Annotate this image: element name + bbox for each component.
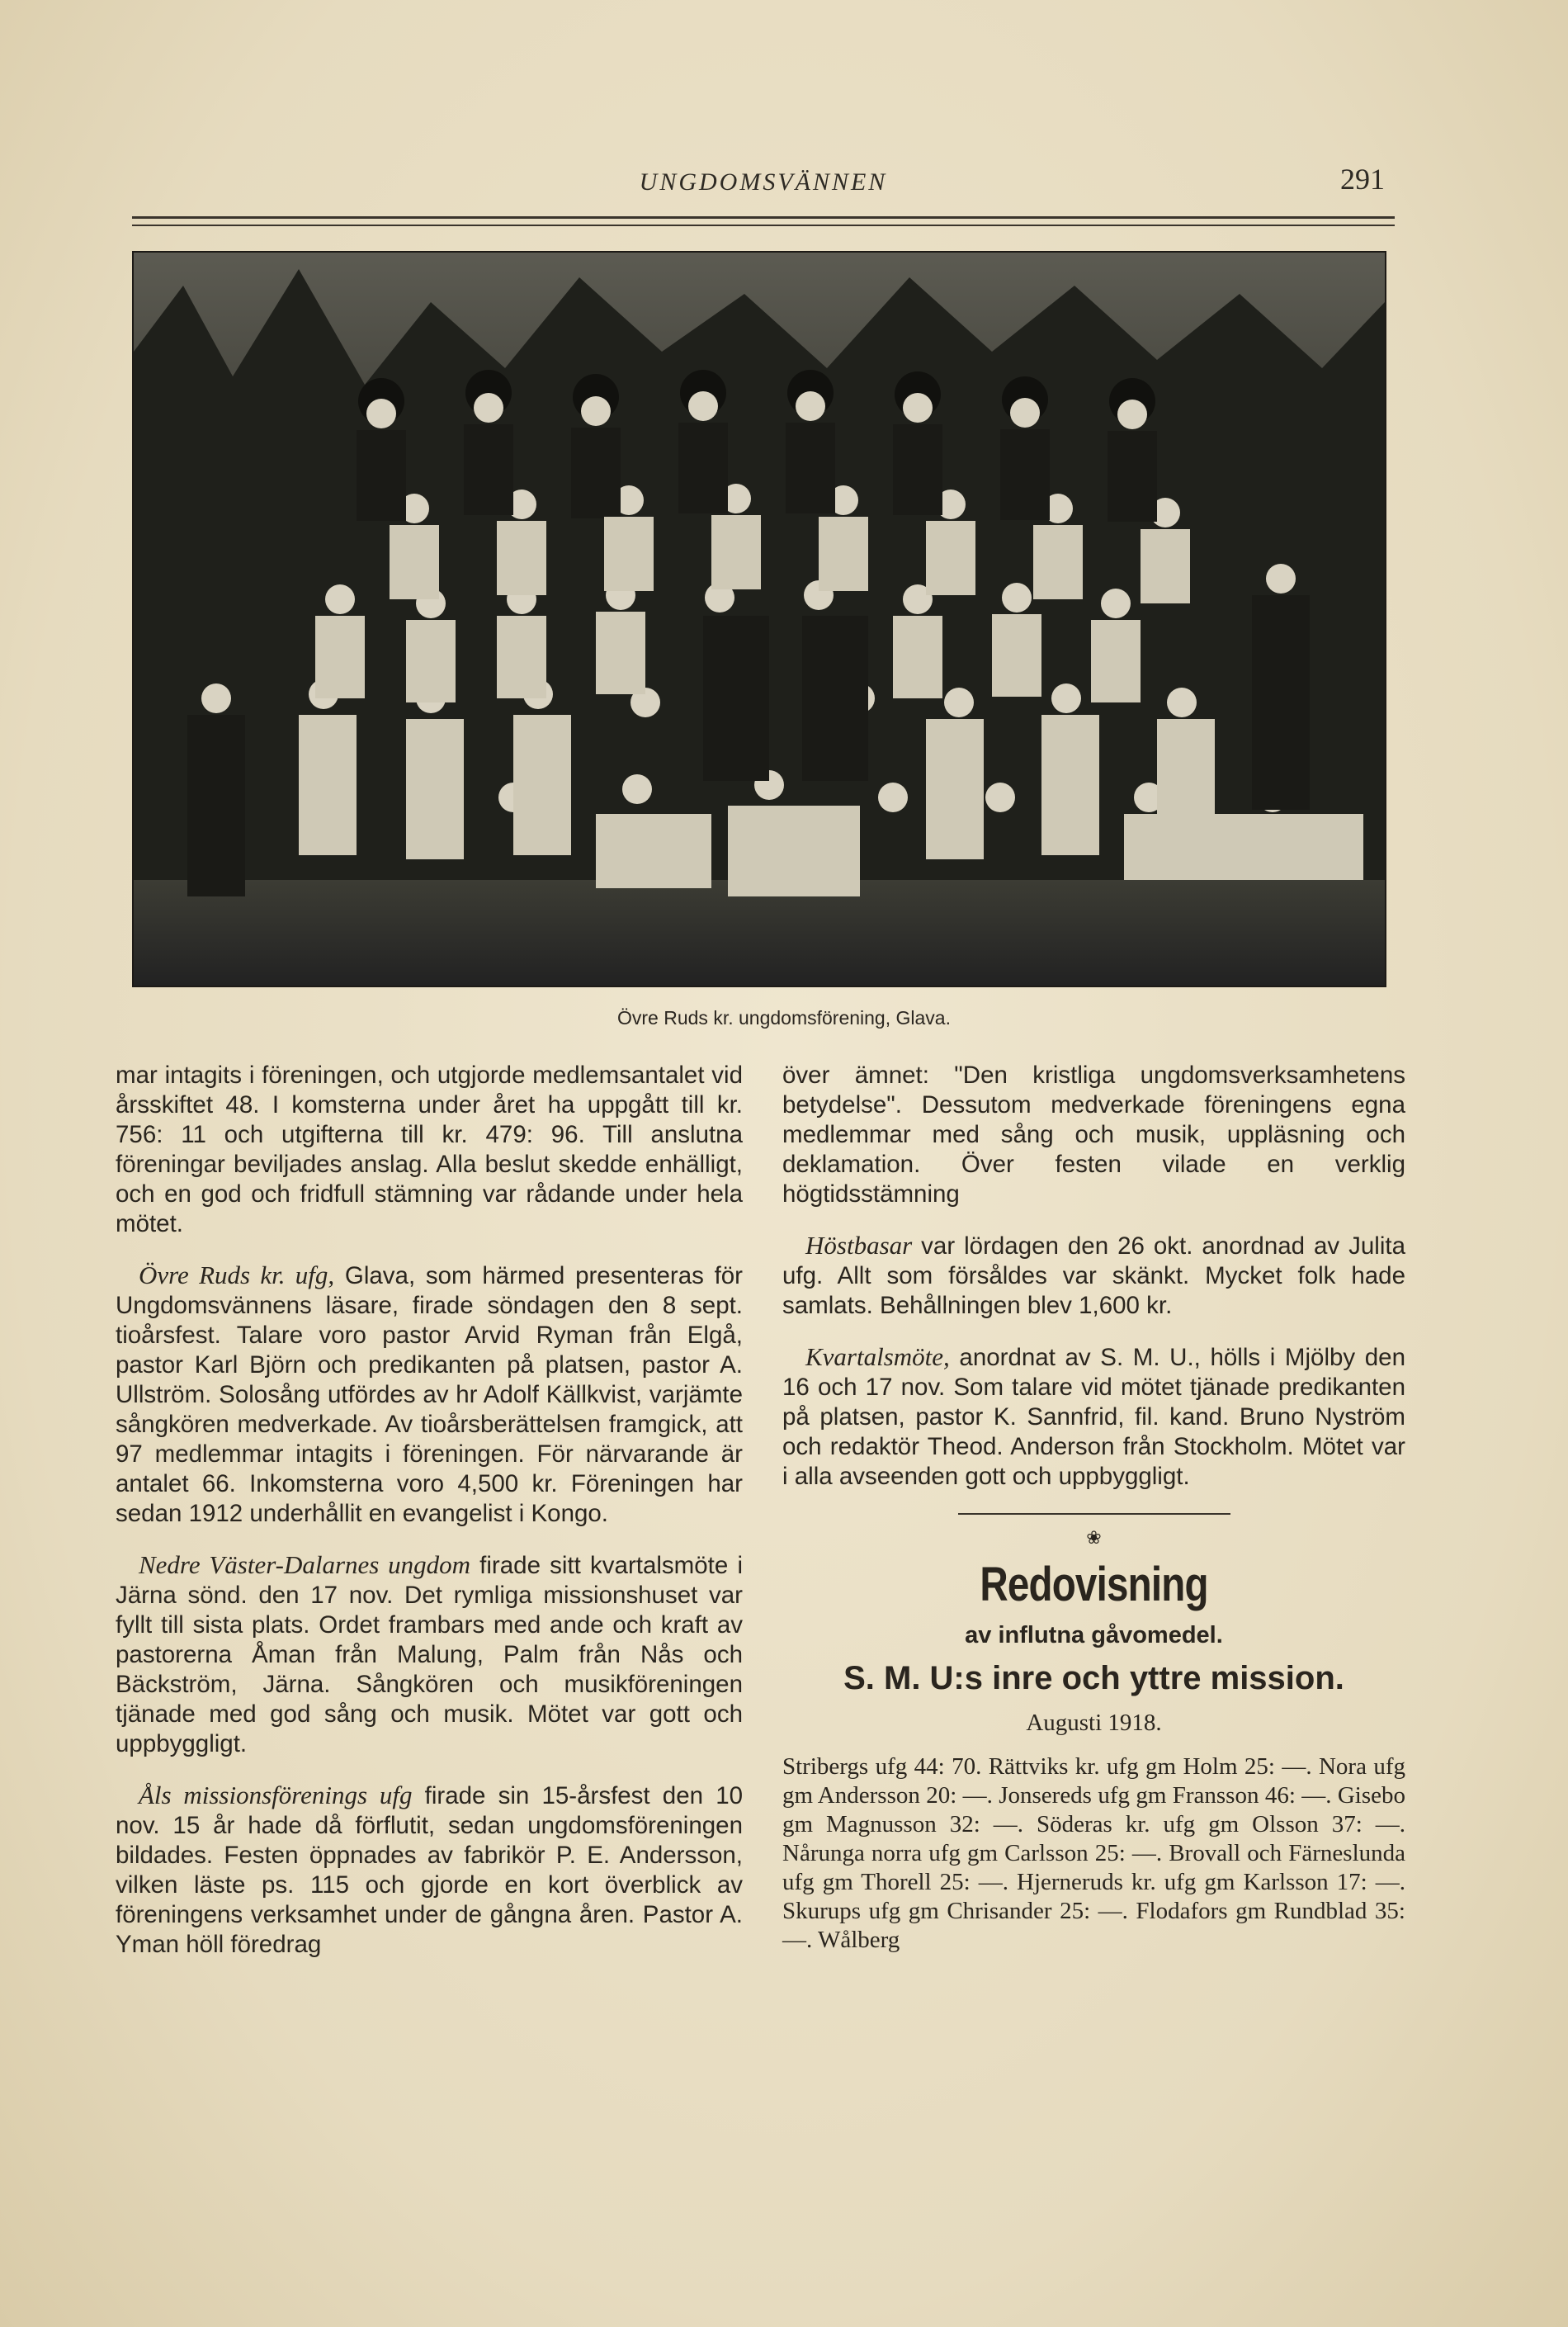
vaster-dalarne-body: firade sitt kvartalsmöte i Järna sönd. den 17 nov. Det rymliga missionshuset var fyllt till sista plats. Ordet frambars med ande och kraft av pastorerna Åman från Malung, Palm från Nås och Bäckström, Järna. Sångkören och musikföreningen tjänade med god sång och musik. Mötet var gott och uppbyggligt. — [116, 1552, 743, 1757]
left-column — [116, 1061, 743, 1981]
left-paragraph-vaster-dalarne — [116, 1550, 743, 1759]
right-paragraph-kvartalsmote — [782, 1342, 1405, 1492]
redovisning-date: Augusti 1918. — [1026, 1710, 1162, 1736]
ovre-ruds-lead: Övre Ruds kr. ufg, — [139, 1260, 335, 1289]
redovisning-heading: Redovisning — [980, 1558, 1208, 1611]
redovisning-organization: S. M. U:s inre och yttre mission. — [843, 1660, 1344, 1696]
left-paragraph-als — [116, 1781, 743, 1960]
left-paragraph-ovre-ruds — [116, 1260, 743, 1529]
right-column — [782, 1061, 1405, 1955]
photo-caption: Övre Ruds kr. ungdomsförening, Glava. — [617, 1007, 951, 1029]
group-photo-image — [134, 253, 1385, 986]
page-number: 291 — [1340, 163, 1385, 196]
ovre-ruds-body: Glava, som härmed presenteras för Ungdomsvännens läsare, firade söndagen den 8 sept. tioårsfest. Talare voro pastor Arvid Ryman från Elgå, pastor Karl Björn och predikanten på platsen, pastor A. Ullström. Solosång utfördes av hr Adolf Källkvist, varjämte sångkören medverkade. Av tioårsberättelsen framgick, att 97 medlemmar intagits i föreningen. För närvarande är antalet 66. Inkomsterna voro 4,500 kr. Föreningen har sedan 1912 underhållit en evangelist i Kongo. — [116, 1262, 743, 1527]
hostbasar-body: var lördagen den 26 okt. anordnad av Julita ufg. Allt som försåldes var skänkt. Mycket folk hade samlats. Behållningen blev 1,600 kr. — [782, 1232, 1405, 1319]
page-header — [132, 162, 1395, 211]
left-paragraph-1: mar intagits i föreningen, och utgjorde medlemsantalet vid årsskiftet 48. I komsterna under året ha uppgått till kr. 756: 11 och utgifterna till kr. 479: 96. Till anslutna föreningar beviljades anslag. Alla beslut skedde enhälligt, och en god och fridfull stämning var rådande under hela mötet. — [116, 1062, 743, 1237]
section-divider — [958, 1513, 1230, 1515]
flower-ornament-icon: ❀ — [1086, 1527, 1102, 1548]
donation-list: Stribergs ufg 44: 70. Rättviks kr. ufg gm Holm 25: —. Nora ufg gm Andersson 20: —. Jonsereds ufg gm Fransson 46: —. Gisebo gm Magnusson 32: —. Söderas kr. ufg gm Olsson 37: —. Nårunga norra ufg gm Carlsson 25: —. Brovall och Färneslunda ufg gm Thorell 25: —. Hjerneruds kr. ufg gm Karlsson 17: —. Skurups ufg gm Chrisander 25: —. Flodafors gm Rundblad 35: —. Wålberg — [782, 1753, 1405, 1953]
header-rule — [132, 216, 1395, 219]
running-title: UNGDOMSVÄNNEN — [639, 168, 888, 196]
right-paragraph-1: över ämnet: "Den kristliga ungdomsverksamhetens betydelse". Dessutom medverkade föreningens egna medlemmar med sång och musik, uppläsning och deklamation. Över festen vilade en verklig högtidsstämning — [782, 1062, 1405, 1208]
hostbasar-lead: Höstbasar — [805, 1231, 913, 1260]
group-photograph — [132, 251, 1386, 987]
right-paragraph-hostbasar — [782, 1231, 1405, 1321]
kvartalsmote-body: anordnat av S. M. U., hölls i Mjölby den 16 och 17 nov. Som talare vid mötet tjänade predikanten på platsen, pastor K. Sannfrid, fil. kand. Bruno Nyström och redaktör Theod. Anderson från Stockholm. Mötet var i alla avseenden gott och uppbyggligt. — [782, 1344, 1405, 1490]
als-body: firade sin 15-årsfest den 10 nov. 15 år hade då förflutit, sedan ungdomsföreningen bildades. Festen öppnades av fabrikör P. E. Andersson, vilken läste ps. 115 och gjorde en kort överblick av föreningens verksamhet under de gångna åren. Pastor A. Yman höll föredrag — [116, 1782, 744, 1958]
vaster-dalarne-lead: Nedre Väster-Dalarnes ungdom — [139, 1550, 470, 1579]
header-rule-thin — [132, 225, 1395, 226]
als-lead: Åls missionsförenings ufg — [139, 1781, 413, 1809]
kvartalsmote-lead: Kvartalsmöte, — [805, 1342, 950, 1371]
redovisning-subheading: av influtna gåvomedel. — [965, 1622, 1223, 1648]
